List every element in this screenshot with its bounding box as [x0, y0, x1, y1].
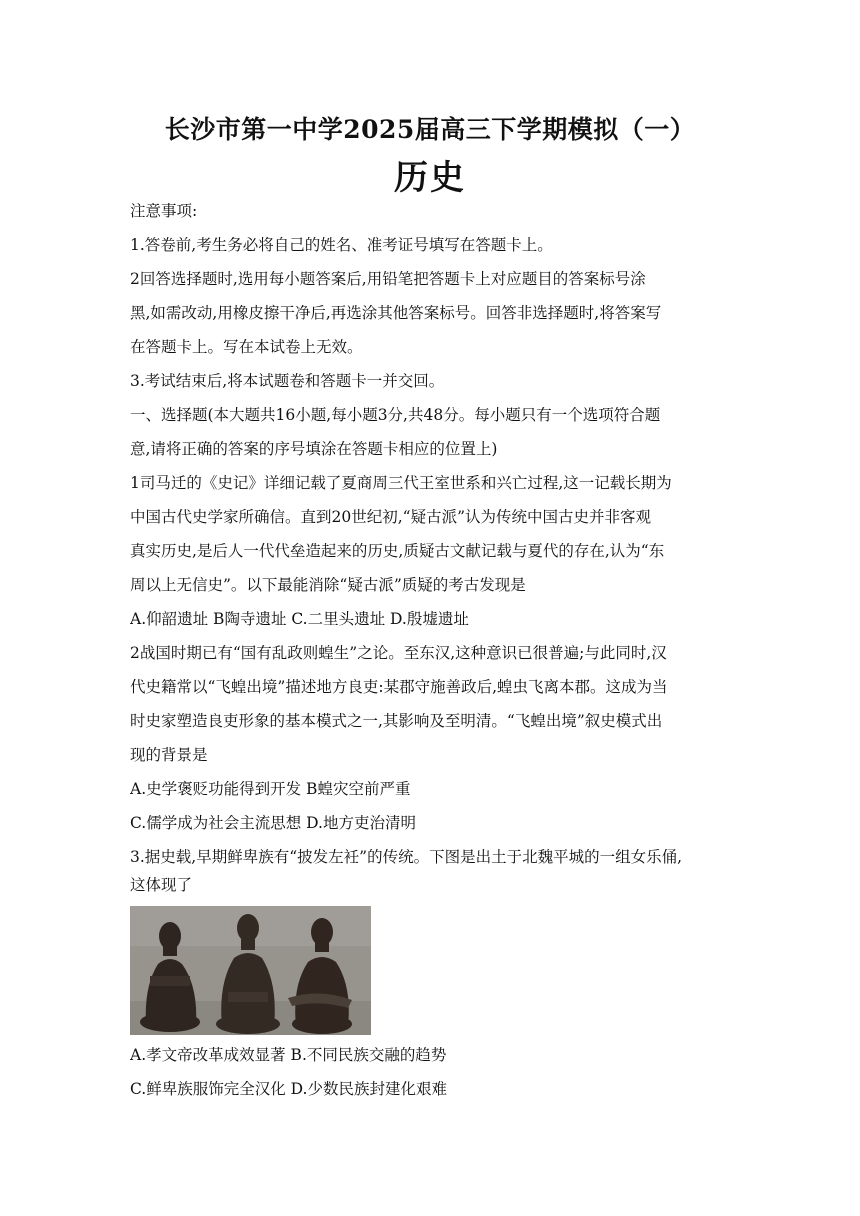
q3-line-1: 3.据史载,早期鲜卑族有“披发左衽”的传统。下图是出土于北魏平城的一组女乐俑,	[130, 848, 682, 866]
notice-item-2-line-1: 2回答选择题时,选用每小题答案后,用铅笔把答题卡上对应题目的答案标号涂	[130, 270, 646, 288]
q3-line-2: 这体现了	[130, 876, 193, 894]
notice-heading: 注意事项:	[130, 202, 198, 220]
q2-line-2: 代史籍常以“飞蝗出境”描述地方良吏:某郡守施善政后,蝗虫飞离本郡。这成为当	[130, 678, 668, 696]
q2-line-4: 现的背景是	[130, 746, 208, 764]
q2-options-2: C.儒学成为社会主流思想 D.地方吏治清明	[130, 814, 416, 832]
q2-line-1: 2战国时期已有“国有乱政则蝗生”之论。至东汉,这种意识已很普遍;与此同时,汉	[130, 644, 667, 662]
q2-line-3: 时史家塑造良吏形象的基本模式之一,其影响及至明清。“飞蝗出境”叙史模式出	[130, 712, 663, 730]
notice-item-2-line-3: 在答题卡上。写在本试卷上无效。	[130, 338, 363, 356]
q3-options-1: A.孝文帝改革成效显著 B.不同民族交融的趋势	[130, 1046, 447, 1064]
notice-item-3: 3.考试结束后,将本试题卷和答题卡一并交回。	[130, 372, 445, 390]
pottery-figurines-photo	[130, 906, 371, 1035]
exam-title: 长沙市第一中学2025届高三下学期模拟（一）	[164, 115, 696, 144]
q1-line-4: 周以上无信史”。以下最能消除“疑古派”质疑的考古发现是	[130, 576, 526, 594]
notice-item-1: 1.答卷前,考生务必将自己的姓名、准考证号填写在答题卡上。	[130, 236, 553, 254]
q1-line-3: 真实历史,是后人一代代垒造起来的历史,质疑古文献记载与夏代的存在,认为“东	[130, 542, 665, 560]
section-heading-line-2: 意,请将正确的答案的序号填涂在答题卡相应的位置上)	[130, 440, 498, 458]
subject-title: 历史	[394, 158, 466, 198]
q1-options: A.仰韶遗址 B陶寺遗址 C.二里头遗址 D.殷墟遗址	[130, 610, 469, 628]
q1-line-1: 1司马迁的《史记》详细记载了夏商周三代王室世系和兴亡过程,这一记载长期为	[130, 474, 672, 492]
section-heading-line-1: 一、选择题(本大题共16小题,每小题3分,共48分。每小题只有一个选项符合题	[130, 406, 661, 424]
notice-item-2-line-2: 黑,如需改动,用橡皮擦干净后,再选涂其他答案标号。回答非选择题时,将答案写	[130, 304, 662, 322]
figurines-illustration	[130, 906, 371, 1035]
q3-options-2: C.鲜卑族服饰完全汉化 D.少数民族封建化艰难	[130, 1080, 447, 1098]
q2-options-1: A.史学褒贬功能得到开发 B蝗灾空前严重	[130, 780, 411, 798]
q1-line-2: 中国古代史学家所确信。直到20世纪初,“疑古派”认为传统中国古史并非客观	[130, 508, 652, 526]
